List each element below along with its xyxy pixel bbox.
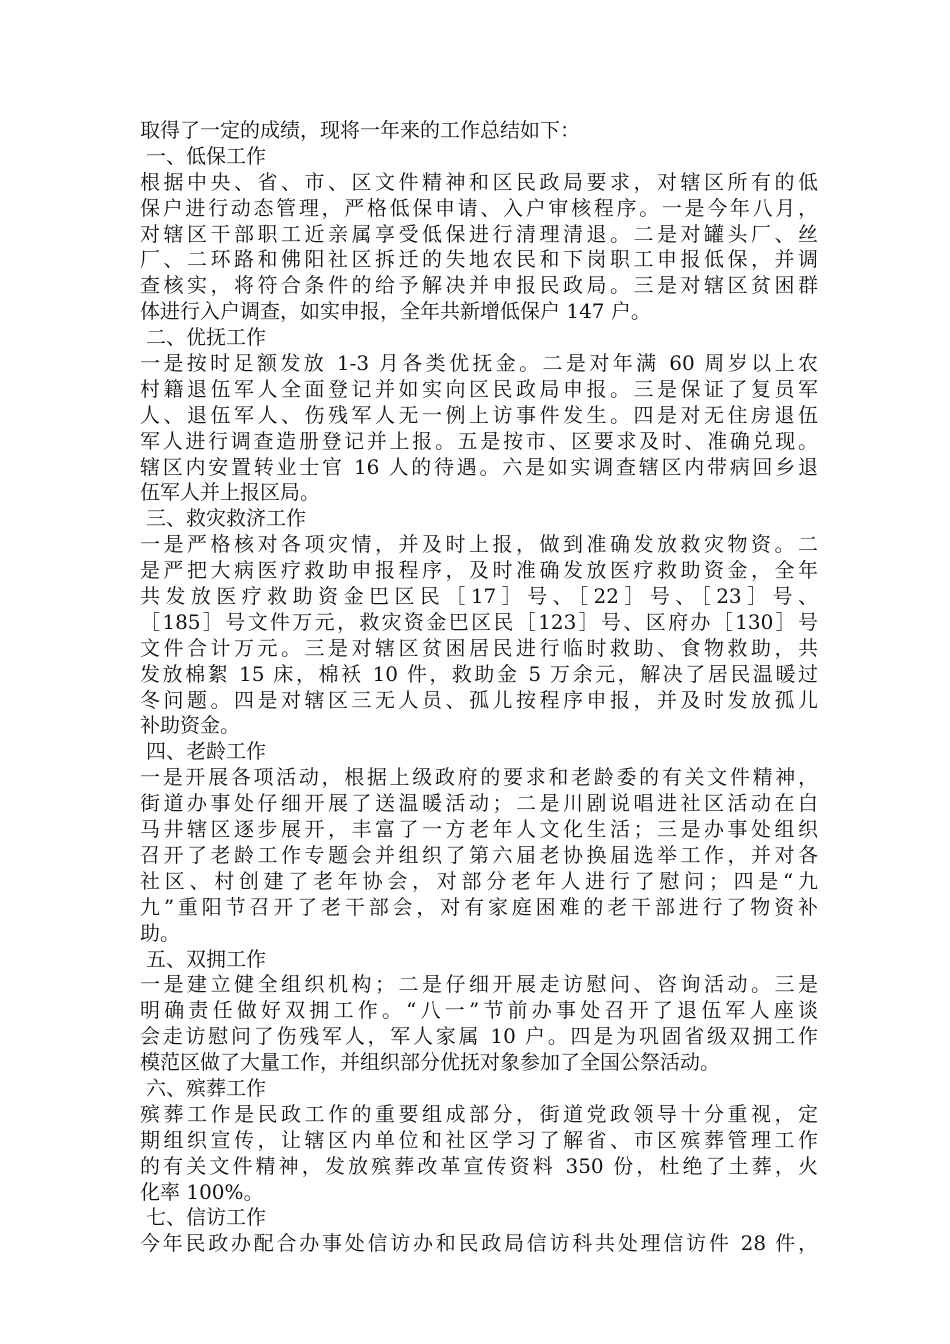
section-body-disaster-relief — [140, 532, 818, 739]
text-line: ［185］号文件万元，救灾资金巴区民［123］号、区府办［130］号 — [140, 609, 818, 634]
section-heading-petitions: 七、信访工作 — [146, 1205, 266, 1230]
section-body-dual-support — [140, 972, 818, 1076]
text-line: 殡葬工作是民政工作的重要组成部分，街道党政领导十分重视，定 — [140, 1101, 818, 1126]
text-line: 冬问题。四是对辖区三无人员、孤儿按程序申报，并及时发放孤儿 — [140, 687, 818, 712]
text-line: 辖区内安置转业士官 16 人的待遇。六是如实调查辖区内带病回乡退 — [140, 454, 818, 479]
section-heading-funeral: 六、殡葬工作 — [146, 1075, 266, 1100]
section-heading-dual-support: 五、双拥工作 — [146, 946, 266, 971]
section-heading-veteran-care: 二、优抚工作 — [146, 325, 266, 350]
intro-paragraph — [140, 118, 818, 144]
text-line: 明确责任做好双拥工作。“八一”节前办事处召开了退伍军人座谈 — [140, 998, 818, 1023]
text-line: 发放棉絮 15 床，棉袄 10 件，救助金 5 万余元，解决了居民温暖过 — [140, 661, 818, 686]
text-line: 九”重阳节召开了老干部会，对有家庭困难的老干部进行了物资补 — [140, 894, 818, 919]
text-line: 化率 100%。 — [140, 1179, 264, 1204]
text-line: 保户进行动态管理，严格低保申请、入户审核程序。一是今年八月， — [140, 195, 818, 220]
text-line: 模范区做了大量工作，并组织部分优抚对象参加了全国公祭活动。 — [140, 1050, 720, 1075]
text-line: 伍军人并上报区局。 — [140, 480, 320, 505]
text-line: 查核实，将符合条件的给予解决并申报民政局。三是对辖区贫困群 — [140, 273, 818, 298]
text-line: 期组织宣传，让辖区内单位和社区学习了解省、市区殡葬管理工作 — [140, 1127, 818, 1152]
text-line: 厂、二环路和佛阳社区拆迁的失地农民和下岗职工申报低保，并调 — [140, 247, 818, 272]
text-line: 会走访慰问了伤残军人，军人家属 10 户。四是为巩固省级双拥工作 — [140, 1024, 818, 1049]
text-line: 一是开展各项活动，根据上级政府的要求和老龄委的有关文件精神， — [140, 765, 818, 790]
text-line: 的有关文件精神，发放殡葬改革宣传资料 350 份，杜绝了土葬，火 — [140, 1153, 818, 1178]
section-body-veteran-care — [140, 351, 818, 506]
text-line: 体进行入户调查，如实申报，全年共新增低保户 147 户。 — [140, 299, 651, 324]
section-body-funeral — [140, 1102, 818, 1206]
section-body-elderly — [140, 765, 818, 946]
text-line: 共发放医疗救助资金巴区民［17］号、［22］号、［23］号、 — [140, 584, 818, 609]
text-line: 一是按时足额发放 1-3 月各类优抚金。二是对年满 60 周岁以上农 — [140, 351, 818, 376]
section-heading-elderly: 四、老龄工作 — [146, 739, 266, 764]
text-line: 街道办事处仔细开展了送温暖活动；二是川剧说唱进社区活动在白 — [140, 791, 818, 816]
text-line: 对辖区干部职工近亲属享受低保进行清理清退。二是对罐头厂、丝 — [140, 221, 818, 246]
section-body-low-income — [140, 170, 818, 325]
text-line: 马井辖区逐步展开，丰富了一方老年人文化生活；三是办事处组织 — [140, 817, 818, 842]
text-line: 今年民政办配合办事处信访办和民政局信访科共处理信访件 28 件， — [140, 1231, 818, 1256]
text-line: 一是建立健全组织机构；二是仔细开展走访慰问、咨询活动。三是 — [140, 972, 818, 997]
section-body-petitions — [140, 1231, 818, 1257]
text-line: 军人进行调查造册登记并上报。五是按市、区要求及时、准确兑现。 — [140, 428, 818, 453]
text-line: 文件合计万元。三是对辖区贫困居民进行临时救助、食物救助，共 — [140, 635, 818, 660]
text-line: 助。 — [140, 920, 180, 945]
text-line: 一是严格核对各项灾情，并及时上报，做到准确发放救灾物资。二 — [140, 532, 818, 557]
section-heading-low-income: 一、低保工作 — [146, 143, 266, 168]
section-heading-disaster-relief: 三、救灾救济工作 — [146, 506, 306, 531]
text-line: 根据中央、省、市、区文件精神和区民政局要求，对辖区所有的低 — [140, 169, 818, 194]
text-line: 人、退伍军人、伤残军人无一例上访事件发生。四是对无住房退伍 — [140, 402, 818, 427]
text-line: 补助资金。 — [140, 713, 240, 738]
text-line: 取得了一定的成绩，现将一年来的工作总结如下： — [140, 118, 580, 142]
text-line: 社区、村创建了老年协会，对部分老年人进行了慰问；四是“九 — [140, 868, 818, 893]
text-line: 召开了老龄工作专题会并组织了第六届老协换届选举工作，并对各 — [140, 842, 818, 867]
text-line: 村籍退伍军人全面登记并如实向区民政局申报。三是保证了复员军 — [140, 376, 818, 401]
document-page — [140, 118, 818, 1257]
text-line: 是严把大病医疗救助申报程序，及时准确发放医疗救助资金，全年 — [140, 558, 818, 583]
